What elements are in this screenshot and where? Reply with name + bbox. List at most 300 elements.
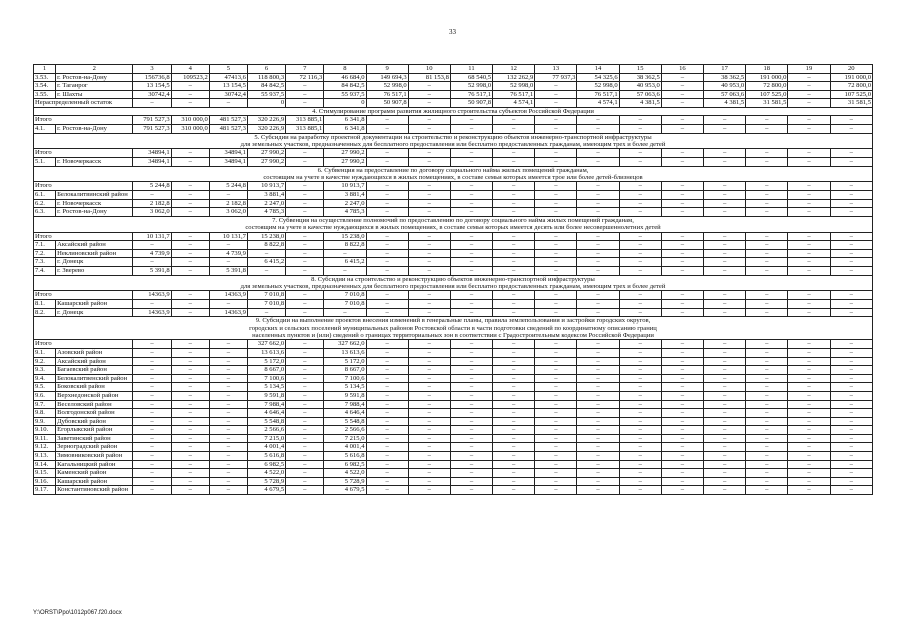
row-index: 9.8. — [34, 409, 56, 418]
column-number: 3 — [133, 65, 171, 74]
table-cell: – — [661, 232, 703, 241]
table-cell: – — [619, 190, 661, 199]
table-row — [34, 99, 873, 108]
municipality-name: Каменский район — [56, 469, 133, 478]
table-cell: – — [535, 190, 577, 199]
table-cell: – — [619, 232, 661, 241]
row-index: 6.1. — [34, 190, 56, 199]
table-cell: 76 517,1 — [366, 90, 408, 99]
table-cell: – — [366, 124, 408, 133]
table-cell: – — [704, 299, 746, 308]
row-index: 9.9. — [34, 417, 56, 426]
table-cell: – — [661, 477, 703, 486]
table-cell: – — [788, 348, 830, 357]
table-cell: – — [577, 241, 619, 250]
table-cell: – — [704, 258, 746, 267]
total-label: Итого — [34, 116, 133, 125]
table-cell: – — [171, 434, 209, 443]
table-cell: – — [788, 469, 830, 478]
table-cell: – — [746, 124, 788, 133]
table-cell: – — [788, 460, 830, 469]
table-cell: – — [704, 182, 746, 191]
table-cell: 7 215,0 — [247, 434, 285, 443]
table-cell: – — [450, 348, 492, 357]
section-heading-line: 7. Субвенция на осуществление полномочий по предоставлению по договору социального найма жилых помещений гражданам, — [272, 216, 634, 224]
section-heading-row — [34, 133, 873, 149]
table-cell: – — [535, 82, 577, 91]
table-cell: – — [209, 486, 247, 495]
table-cell: – — [535, 460, 577, 469]
table-row — [34, 157, 873, 166]
municipality-name: Белокалитвенский район — [56, 374, 133, 383]
table-cell: – — [493, 434, 535, 443]
column-number: 4 — [171, 65, 209, 74]
table-cell: – — [366, 417, 408, 426]
table-cell: – — [366, 182, 408, 191]
section-heading — [34, 107, 873, 115]
table-cell: – — [493, 391, 535, 400]
table-cell: – — [408, 366, 450, 375]
row-index: 9.7. — [34, 400, 56, 409]
table-row — [34, 182, 873, 191]
table-cell: – — [493, 208, 535, 217]
row-label: Нераспределенный остаток — [34, 99, 133, 108]
table-cell: – — [133, 258, 171, 267]
table-cell: – — [788, 383, 830, 392]
table-cell: 191 000,0 — [746, 73, 788, 82]
table-cell: – — [286, 348, 324, 357]
table-cell: 46 684,0 — [324, 73, 366, 82]
table-cell: – — [286, 434, 324, 443]
table-cell: – — [209, 426, 247, 435]
table-cell: – — [209, 340, 247, 349]
table-cell: 81 153,8 — [408, 73, 450, 82]
table-cell: 7 010,8 — [247, 291, 285, 300]
table-cell: 30742,4 — [133, 90, 171, 99]
table-cell: – — [209, 417, 247, 426]
table-cell: – — [171, 348, 209, 357]
table-cell: – — [830, 469, 872, 478]
table-cell: – — [408, 190, 450, 199]
table-cell: 5 728,9 — [324, 477, 366, 486]
table-cell: – — [788, 116, 830, 125]
table-cell: – — [788, 443, 830, 452]
table-row — [34, 452, 873, 461]
table-cell: – — [408, 391, 450, 400]
table-cell: – — [408, 383, 450, 392]
table-cell: – — [408, 486, 450, 495]
table-cell: 8 822,8 — [324, 241, 366, 250]
table-cell: – — [577, 374, 619, 383]
table-row — [34, 348, 873, 357]
table-cell: – — [830, 340, 872, 349]
table-cell: – — [286, 291, 324, 300]
table-cell: – — [535, 291, 577, 300]
column-number: 16 — [661, 65, 703, 74]
table-cell: – — [450, 374, 492, 383]
table-cell: – — [661, 357, 703, 366]
table-cell: – — [133, 190, 171, 199]
table-cell: – — [746, 452, 788, 461]
table-cell: 4 574,1 — [577, 99, 619, 108]
table-cell: – — [366, 149, 408, 158]
table-cell: – — [746, 348, 788, 357]
table-cell: – — [408, 82, 450, 91]
table-cell: – — [247, 266, 285, 275]
table-cell: – — [286, 469, 324, 478]
table-row — [34, 232, 873, 241]
table-row — [34, 400, 873, 409]
table-cell: – — [577, 308, 619, 317]
row-index: 8.2. — [34, 308, 56, 317]
table-cell: – — [535, 308, 577, 317]
table-cell: – — [324, 266, 366, 275]
table-cell: 40 953,0 — [619, 82, 661, 91]
table-cell: – — [577, 391, 619, 400]
table-cell: – — [661, 208, 703, 217]
table-cell: – — [704, 116, 746, 125]
table-cell: – — [366, 400, 408, 409]
table-cell: – — [746, 208, 788, 217]
table-cell: 34894,1 — [209, 157, 247, 166]
table-cell: – — [704, 400, 746, 409]
section-heading-line: 5. Субсидии на разработку проектной документации на строительство и реконструкцию объектов инженерно-транспортной инфраструктуры — [254, 133, 652, 141]
table-cell: 31 581,5 — [830, 99, 872, 108]
table-cell: – — [286, 232, 324, 241]
table-cell: – — [830, 417, 872, 426]
table-cell: – — [171, 299, 209, 308]
table-cell: – — [408, 348, 450, 357]
table-cell: – — [746, 460, 788, 469]
municipality-name: Белокалитвинский район — [56, 190, 133, 199]
table-cell: – — [171, 486, 209, 495]
table-cell: – — [704, 357, 746, 366]
table-cell: – — [661, 409, 703, 418]
table-cell: – — [133, 400, 171, 409]
table-row — [34, 417, 873, 426]
table-cell: – — [661, 443, 703, 452]
table-cell: – — [286, 208, 324, 217]
table-cell: – — [408, 400, 450, 409]
table-cell: – — [450, 190, 492, 199]
table-cell: – — [171, 90, 209, 99]
table-cell: – — [171, 82, 209, 91]
table-cell: – — [661, 291, 703, 300]
table-cell: – — [209, 299, 247, 308]
table-cell: – — [746, 357, 788, 366]
row-index: 9.16. — [34, 477, 56, 486]
column-number: 19 — [788, 65, 830, 74]
table-cell: – — [619, 299, 661, 308]
table-cell: – — [209, 374, 247, 383]
table-cell: 72 116,3 — [286, 73, 324, 82]
table-cell: – — [286, 266, 324, 275]
table-cell: 52 998,0 — [450, 82, 492, 91]
table-cell: – — [366, 443, 408, 452]
table-cell: 327 662,0 — [247, 340, 285, 349]
table-cell: – — [286, 149, 324, 158]
table-cell: – — [493, 182, 535, 191]
table-cell: 15 238,0 — [247, 232, 285, 241]
table-cell: – — [450, 124, 492, 133]
table-cell: – — [450, 452, 492, 461]
table-cell: – — [171, 366, 209, 375]
table-cell: – — [788, 199, 830, 208]
table-cell: 27 990,2 — [324, 149, 366, 158]
table-cell: – — [408, 426, 450, 435]
table-cell: 10 913,7 — [247, 182, 285, 191]
table-cell: – — [535, 486, 577, 495]
table-cell: – — [366, 116, 408, 125]
table-cell: – — [493, 149, 535, 158]
table-cell: – — [408, 149, 450, 158]
table-cell: – — [493, 452, 535, 461]
section-heading-line: населенных пунктов и (или) сведений о границах территориальных зон в соответствии с Градостроительным кодексом Российской Федерации — [252, 331, 654, 339]
table-cell: – — [493, 486, 535, 495]
table-cell: – — [746, 477, 788, 486]
table-cell: – — [661, 124, 703, 133]
table-cell: 30742,4 — [209, 90, 247, 99]
table-cell: – — [619, 308, 661, 317]
table-cell: – — [171, 443, 209, 452]
table-cell: – — [577, 157, 619, 166]
table-cell: – — [788, 409, 830, 418]
table-row — [34, 366, 873, 375]
table-cell: – — [704, 199, 746, 208]
table-cell: – — [171, 241, 209, 250]
table-cell: – — [493, 157, 535, 166]
table-row — [34, 391, 873, 400]
table-cell: – — [704, 443, 746, 452]
table-cell: – — [171, 190, 209, 199]
table-cell: – — [209, 366, 247, 375]
table-cell: – — [788, 299, 830, 308]
column-number: 6 — [247, 65, 285, 74]
table-cell: – — [450, 443, 492, 452]
table-cell: – — [746, 190, 788, 199]
table-cell: – — [788, 266, 830, 275]
table-cell: 320 226,9 — [247, 124, 285, 133]
table-cell: – — [408, 299, 450, 308]
table-cell: 5 391,8 — [133, 266, 171, 275]
table-cell: – — [619, 391, 661, 400]
table-cell: – — [535, 409, 577, 418]
table-cell: – — [661, 374, 703, 383]
table-cell: – — [577, 258, 619, 267]
table-cell: 132 262,9 — [493, 73, 535, 82]
table-cell: – — [171, 383, 209, 392]
municipality-name: Дубовский район — [56, 417, 133, 426]
table-cell: – — [366, 258, 408, 267]
table-cell: 4 679,5 — [324, 486, 366, 495]
table-cell: – — [746, 426, 788, 435]
row-index: 9.12. — [34, 443, 56, 452]
table-cell: – — [366, 348, 408, 357]
table-cell: – — [746, 340, 788, 349]
table-row — [34, 443, 873, 452]
table-cell: – — [247, 308, 285, 317]
table-cell: – — [286, 477, 324, 486]
table-cell: – — [324, 308, 366, 317]
table-cell: – — [535, 383, 577, 392]
table-cell: 13 613,6 — [324, 348, 366, 357]
row-index: 6.3. — [34, 208, 56, 217]
table-cell: – — [830, 434, 872, 443]
table-cell: – — [661, 157, 703, 166]
table-cell: – — [577, 460, 619, 469]
section-heading-row — [34, 275, 873, 291]
table-cell: – — [209, 391, 247, 400]
table-cell: – — [133, 486, 171, 495]
table-cell: – — [366, 232, 408, 241]
table-cell: 327 662,0 — [324, 340, 366, 349]
table-cell: – — [577, 477, 619, 486]
table-cell: 27 990,2 — [247, 149, 285, 158]
section-heading-line: городских и сельских поселений муниципальных районов Ростовской области в части подготовки сведений по координатному описанию границ — [249, 324, 657, 332]
table-cell: – — [286, 308, 324, 317]
row-index: 3.53. — [34, 73, 56, 82]
table-cell: – — [535, 182, 577, 191]
table-cell: – — [788, 190, 830, 199]
table-cell: 52 998,0 — [493, 82, 535, 91]
table-cell: – — [408, 340, 450, 349]
table-cell: 47413,6 — [209, 73, 247, 82]
table-cell: 310 000,0 — [171, 116, 209, 125]
row-index: 9.1. — [34, 348, 56, 357]
table-cell: – — [286, 426, 324, 435]
table-cell: – — [661, 182, 703, 191]
table-cell: – — [133, 452, 171, 461]
row-index: 9.17. — [34, 486, 56, 495]
table-row — [34, 383, 873, 392]
table-cell: – — [450, 357, 492, 366]
row-index: 9.5. — [34, 383, 56, 392]
table-cell: – — [408, 434, 450, 443]
table-cell: – — [746, 241, 788, 250]
table-cell: 9 591,8 — [324, 391, 366, 400]
table-cell: – — [746, 182, 788, 191]
table-cell: – — [133, 477, 171, 486]
table-cell: – — [286, 241, 324, 250]
table-row — [34, 124, 873, 133]
table-row — [34, 199, 873, 208]
table-cell: – — [450, 400, 492, 409]
table-cell: – — [661, 116, 703, 125]
table-cell: – — [746, 409, 788, 418]
table-cell: – — [171, 258, 209, 267]
table-cell: – — [408, 266, 450, 275]
total-label: Итого — [34, 149, 133, 158]
table-cell: – — [661, 241, 703, 250]
municipality-name: г. Новочеркасск — [56, 157, 133, 166]
table-cell: – — [408, 409, 450, 418]
table-cell: – — [133, 409, 171, 418]
table-cell: 149 694,3 — [366, 73, 408, 82]
table-cell: – — [450, 308, 492, 317]
table-cell: – — [577, 299, 619, 308]
column-number: 14 — [577, 65, 619, 74]
table-cell: 7 988,4 — [324, 400, 366, 409]
row-index: 7.3. — [34, 258, 56, 267]
table-row — [34, 460, 873, 469]
table-cell: – — [619, 340, 661, 349]
table-cell: – — [209, 469, 247, 478]
table-cell: – — [133, 426, 171, 435]
table-cell: – — [450, 299, 492, 308]
table-cell: – — [788, 232, 830, 241]
table-cell: – — [788, 434, 830, 443]
municipality-name: Аксайский район — [56, 357, 133, 366]
table-row — [34, 116, 873, 125]
file-path-footer: Y:\ORST\Ppo\1012p067.f20.docx — [33, 610, 122, 616]
municipality-name: Неклиновский район — [56, 249, 133, 258]
table-cell: – — [171, 308, 209, 317]
table-cell: – — [619, 258, 661, 267]
table-cell: 7 010,8 — [247, 299, 285, 308]
table-cell: 4 785,3 — [247, 208, 285, 217]
table-cell: – — [577, 426, 619, 435]
table-cell: 72 800,0 — [830, 82, 872, 91]
table-cell: 2 182,8 — [209, 199, 247, 208]
table-cell: – — [619, 374, 661, 383]
table-cell: – — [493, 460, 535, 469]
table-cell: – — [746, 258, 788, 267]
section-heading-line: 4. Стимулирование программ развития жилищного строительства субъектов Российской Федерации — [312, 107, 594, 115]
section-heading-line: 6. Субвенция на предоставление по договору социального найма жилых помещений гражданам, — [317, 166, 589, 174]
table-cell: – — [704, 266, 746, 275]
table-cell: – — [830, 374, 872, 383]
table-cell: 0 — [324, 99, 366, 108]
table-cell: – — [535, 434, 577, 443]
table-cell: – — [493, 249, 535, 258]
table-cell: – — [286, 82, 324, 91]
row-index: 9.15. — [34, 469, 56, 478]
table-cell: – — [619, 400, 661, 409]
table-cell: – — [171, 208, 209, 217]
table-cell: – — [746, 469, 788, 478]
table-cell: – — [661, 90, 703, 99]
table-cell: – — [493, 469, 535, 478]
table-cell: – — [209, 400, 247, 409]
table-cell: – — [619, 366, 661, 375]
table-cell: – — [286, 391, 324, 400]
section-heading-line: 9. Субсидии на выполнение проектов внесения изменений в генеральные планы, правила землепользования и застройки городских округов, — [255, 317, 651, 325]
table-cell: 52 998,0 — [577, 82, 619, 91]
table-cell: 10 131,7 — [209, 232, 247, 241]
table-cell: – — [788, 291, 830, 300]
table-cell: 76 517,1 — [577, 90, 619, 99]
row-index: 9.6. — [34, 391, 56, 400]
table-cell: – — [171, 99, 209, 108]
table-cell: 5 548,8 — [324, 417, 366, 426]
section-heading-row — [34, 107, 873, 115]
table-cell: – — [408, 469, 450, 478]
table-cell: – — [133, 434, 171, 443]
table-cell: – — [577, 400, 619, 409]
table-cell: – — [788, 73, 830, 82]
table-cell: – — [830, 116, 872, 125]
table-cell: – — [133, 348, 171, 357]
table-cell: 76 517,1 — [450, 90, 492, 99]
table-row — [34, 249, 873, 258]
table-cell: – — [535, 426, 577, 435]
municipality-name: г. Новочеркасск — [56, 199, 133, 208]
table-cell: 2 247,0 — [324, 199, 366, 208]
table-cell: – — [577, 116, 619, 125]
table-cell: 191 000,0 — [830, 73, 872, 82]
table-cell: – — [209, 383, 247, 392]
table-cell: – — [286, 357, 324, 366]
